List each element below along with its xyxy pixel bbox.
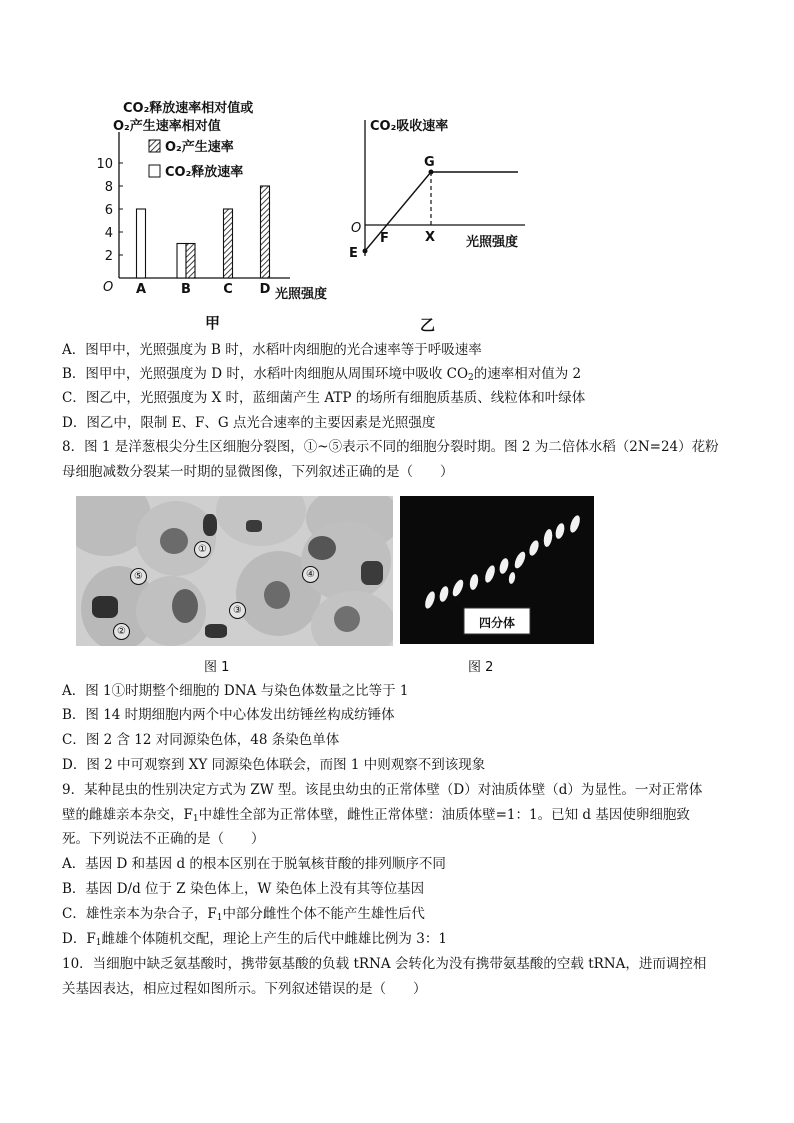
fig1-label-5: ⑤ — [130, 568, 147, 585]
q9-stem-line1: 9．某种昆虫的性别决定方式为 ZW 型。该昆虫幼虫的正常体壁（D）对油质体壁（d）为显性。一对正常体 — [62, 782, 703, 798]
fig1-label-2: ② — [113, 623, 130, 640]
q8-stem-line1: 8．图 1 是洋葱根尖分生区细胞分裂图，①~⑤表示不同的细胞分裂时期。图 2 为二倍体水稻（2N=24）花粉 — [62, 439, 719, 455]
jia-caption: 甲 — [205, 314, 221, 332]
jia-category-D: D — [259, 282, 271, 297]
legend-item-o2: O₂产生速率 — [165, 140, 234, 155]
jia-category-B: B — [181, 282, 191, 297]
figure-1-micrograph — [76, 496, 393, 646]
q7-option-b: B．图甲中，光照强度为 D 时，水稻叶肉细胞从周围环境中吸收 $CO_2$的速率相对值为 2 — [62, 366, 582, 383]
q8-option-c: C．图 2 含 12 对同源染色体，48 条染色单体 — [62, 732, 340, 748]
figure-yi-chart — [340, 108, 540, 273]
q8-option-a: A．图 1①时期整个细胞的 DNA 与染色体数量之比等于 1 — [62, 683, 409, 699]
jia-ylabel-line1: CO₂释放速率相对值或 — [123, 101, 254, 116]
yi-label-x: X — [425, 230, 436, 245]
q9-stem-line3: 死。下列说法不正确的是（ ） — [62, 831, 265, 847]
figure-2-micrograph — [400, 496, 594, 644]
q9-option-a: A．基因 D 和基因 d 的根本区别在于脱氧核苷酸的排列顺序不同 — [62, 856, 446, 872]
fig1-label-4: ④ — [302, 566, 319, 583]
legend-item-co2: CO₂释放速率 — [165, 165, 244, 180]
q9-option-b: B．基因 D/d 位于 Z 染色体上，W 染色体上没有其等位基因 — [62, 881, 425, 897]
yi-label-e: E — [349, 246, 358, 261]
yi-origin: O — [351, 221, 362, 236]
yi-point-e — [363, 249, 368, 254]
q8-option-b: B．图 14 时期细胞内两个中心体发出纺锤丝构成纺锤体 — [62, 707, 395, 723]
jia-ytick-label: 6 — [104, 203, 113, 218]
bar-co2-B — [177, 244, 186, 279]
q8-stem-line2: 母细胞减数分裂某一时期的显微图像，下列叙述正确的是（ ） — [62, 464, 454, 480]
jia-ytick-label: 8 — [104, 180, 113, 195]
figure-jia-chart — [85, 92, 355, 337]
jia-xlabel: 光照强度 — [275, 287, 328, 302]
fig1-caption: 图 1 — [204, 660, 230, 675]
yi-xlabel: 光照强度 — [466, 235, 519, 250]
fig1-label-1: ① — [194, 541, 211, 558]
bar-o2-B — [186, 244, 195, 279]
legend-empty-swatch — [149, 165, 160, 177]
q9-stem-line2: 壁的雌雄亲本杂交，$F_1$中雄性全部为正常体壁，雌性正常体壁：油质体壁=1：1。已知 d 基因使卵细胞致 — [62, 807, 690, 824]
bar-co2-A — [137, 209, 146, 278]
jia-ylabel-line2: O₂产生速率相对值 — [113, 119, 221, 134]
yi-ylabel: CO₂吸收速率 — [370, 119, 449, 134]
bar-o2-C — [224, 209, 233, 278]
q9-option-d: D．$F_1$雌雄个体随机交配，理论上产生的后代中雌雄比例为 3：1 — [62, 931, 447, 948]
fig2-label-tetrad: 四分体 — [478, 616, 515, 630]
q10-stem-line2: 关基因表达，相应过程如图所示。下列叙述错误的是（ ） — [62, 981, 427, 997]
jia-category-A: A — [135, 282, 147, 297]
q7-option-c: C．图乙中，光照强度为 X 时，蓝细菌产生 ATP 的场所有细胞质基质、线粒体和叶绿体 — [62, 390, 586, 406]
jia-ytick-label: 10 — [96, 157, 113, 172]
legend-hatched-swatch — [149, 140, 160, 152]
jia-ytick-label: 2 — [104, 249, 113, 264]
q9-option-c: C．雄性亲本为杂合子，$F_1$中部分雌性个体不能产生雄性后代 — [62, 906, 425, 923]
fig2-caption: 图 2 — [468, 660, 494, 675]
q7-option-d: D．图乙中，限制 E、F、G 点光合速率的主要因素是光照强度 — [62, 415, 436, 431]
yi-caption: 乙 — [420, 316, 436, 334]
yi-label-g: G — [424, 155, 435, 170]
fig1-label-3: ③ — [229, 602, 246, 619]
jia-ytick-label: 4 — [104, 226, 113, 241]
yi-point-g — [429, 170, 434, 175]
yi-curve-rising — [365, 172, 431, 251]
q8-option-d: D．图 2 中可观察到 XY 同源染色体联会，而图 1 中则观察不到该现象 — [62, 757, 486, 773]
jia-category-C: C — [223, 282, 233, 297]
q7-option-a: A．图甲中，光照强度为 B 时，水稻叶肉细胞的光合速率等于呼吸速率 — [62, 342, 482, 358]
bar-o2-D — [261, 186, 270, 278]
jia-origin: O — [103, 280, 114, 295]
q10-stem-line1: 10．当细胞中缺乏氨基酸时，携带氨基酸的负载 tRNA 会转化为没有携带氨基酸的空载 tRNA，进而调控相 — [62, 956, 707, 972]
yi-label-f: F — [380, 231, 389, 246]
